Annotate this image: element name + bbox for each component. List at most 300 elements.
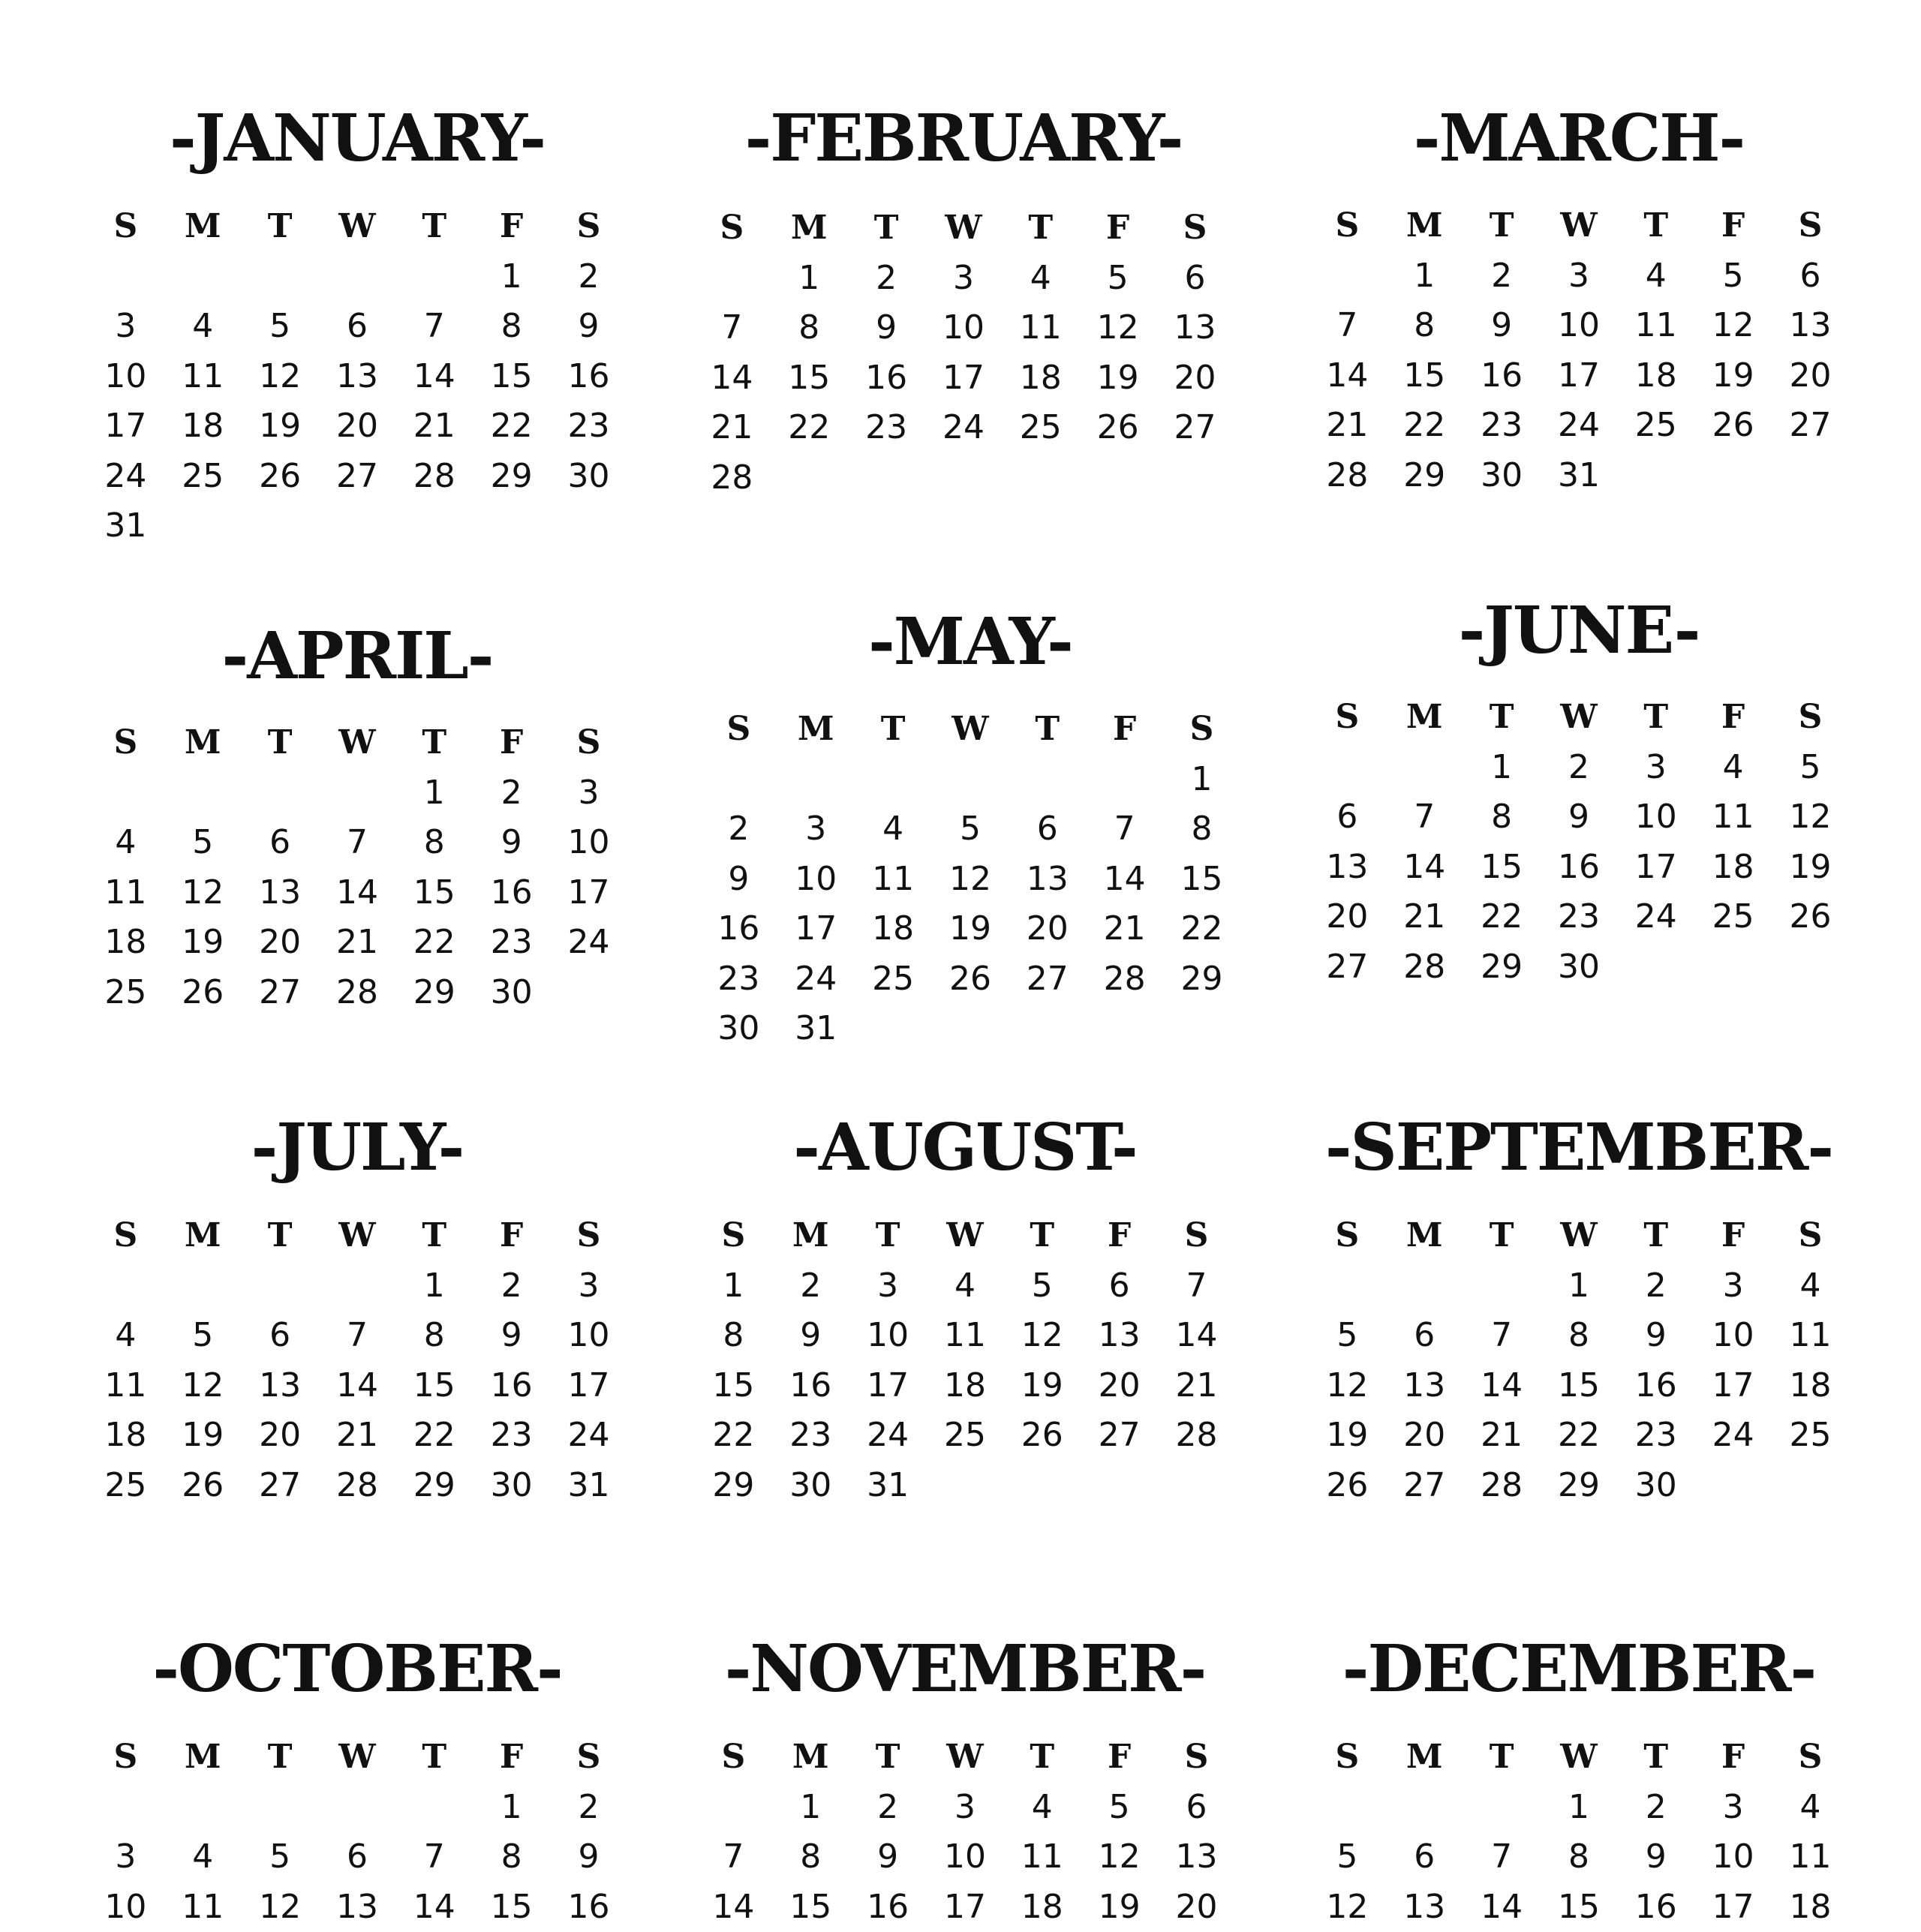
day-cell: 5 <box>1772 743 1849 793</box>
day-cell: 1 <box>1163 755 1240 805</box>
day-cell: 2 <box>1541 743 1618 793</box>
day-cell: 8 <box>1541 1832 1618 1882</box>
day-cell: 29 <box>1163 954 1240 1005</box>
day-cell: 14 <box>395 352 473 402</box>
day-cell: 19 <box>1309 1411 1386 1461</box>
day-cell: 12 <box>1003 1311 1081 1361</box>
empty-cell <box>319 768 396 819</box>
day-cell: 22 <box>395 1411 473 1461</box>
day-cell: 4 <box>1617 251 1694 302</box>
day-cell: 24 <box>550 918 627 968</box>
weekday-header: M <box>772 1211 849 1261</box>
day-cell: 19 <box>1772 843 1849 893</box>
day-cell: 3 <box>1541 251 1618 302</box>
day-cell: 13 <box>242 868 319 918</box>
day-cell: 22 <box>1163 904 1240 954</box>
day-cell: 9 <box>849 1832 927 1882</box>
month-grid <box>693 203 1234 503</box>
weekday-header: T <box>395 1211 473 1261</box>
day-cell: 8 <box>1163 804 1240 855</box>
weekday-header: S <box>550 1732 627 1783</box>
day-cell: 12 <box>242 1882 319 1932</box>
month-title: -JUNE- <box>1309 586 1849 676</box>
weekday-header: S <box>550 1211 627 1261</box>
day-cell: 21 <box>1386 892 1463 942</box>
day-cell: 24 <box>1617 892 1694 942</box>
day-cell: 28 <box>1463 1461 1541 1511</box>
day-cell: 7 <box>319 818 396 868</box>
day-cell: 16 <box>473 868 550 918</box>
day-cell: 16 <box>473 1361 550 1411</box>
day-cell: 30 <box>772 1461 849 1511</box>
day-cell: 16 <box>550 352 627 402</box>
weekday-header: S <box>87 1732 164 1783</box>
month-grid <box>87 1732 627 1932</box>
day-cell: 1 <box>772 1783 849 1833</box>
day-cell: 15 <box>695 1361 772 1411</box>
day-cell: 5 <box>164 818 242 868</box>
empty-cell <box>87 252 164 302</box>
weekday-header: S <box>695 1211 772 1261</box>
empty-cell <box>164 252 242 302</box>
day-cell: 25 <box>927 1411 1004 1461</box>
empty-cell <box>1009 755 1086 805</box>
day-cell: 13 <box>1158 1832 1235 1882</box>
day-cell: 12 <box>242 352 319 402</box>
day-cell: 11 <box>1772 1832 1849 1882</box>
empty-cell <box>242 1783 319 1833</box>
day-cell: 9 <box>473 818 550 868</box>
empty-cell <box>1309 743 1386 793</box>
day-cell: 14 <box>1086 855 1163 905</box>
day-cell: 8 <box>1463 792 1541 843</box>
day-cell: 17 <box>777 904 855 954</box>
day-cell: 11 <box>164 1882 242 1932</box>
weekday-header: F <box>1694 1211 1772 1261</box>
weekday-header: T <box>1463 1211 1541 1261</box>
day-cell: 13 <box>1309 843 1386 893</box>
month-title: -MAY- <box>700 597 1240 687</box>
day-cell: 14 <box>1386 843 1463 893</box>
day-cell: 16 <box>849 1882 927 1932</box>
day-cell: 21 <box>395 401 473 452</box>
day-cell: 13 <box>1386 1361 1463 1411</box>
day-cell: 21 <box>1463 1411 1541 1461</box>
day-cell: 4 <box>1772 1261 1849 1312</box>
day-cell: 10 <box>1541 301 1618 351</box>
day-cell: 7 <box>1463 1311 1541 1361</box>
weekday-header: T <box>1463 1732 1541 1783</box>
day-cell: 22 <box>695 1411 772 1461</box>
day-cell: 14 <box>1158 1311 1235 1361</box>
day-cell: 15 <box>395 1361 473 1411</box>
day-cell: 13 <box>1156 303 1234 353</box>
day-cell: 28 <box>395 452 473 502</box>
weekday-header: W <box>927 1732 1004 1783</box>
month-grid <box>700 705 1240 1054</box>
day-cell: 22 <box>473 401 550 452</box>
weekday-header: T <box>1463 201 1541 251</box>
day-cell: 1 <box>1386 251 1463 302</box>
day-cell: 18 <box>927 1361 1004 1411</box>
day-cell: 14 <box>693 353 771 404</box>
day-cell: 3 <box>927 1783 1004 1833</box>
day-cell: 26 <box>1772 892 1849 942</box>
weekday-header: S <box>1158 1732 1235 1783</box>
weekday-header: S <box>550 202 627 252</box>
day-cell: 24 <box>777 954 855 1005</box>
month-grid <box>87 1211 627 1510</box>
day-cell: 20 <box>1158 1882 1235 1932</box>
empty-cell <box>1386 743 1463 793</box>
day-cell: 1 <box>473 252 550 302</box>
day-cell: 8 <box>695 1311 772 1361</box>
day-cell: 27 <box>242 1461 319 1511</box>
weekday-header: W <box>319 1732 396 1783</box>
day-cell: 23 <box>550 401 627 452</box>
weekday-header: F <box>1086 705 1163 755</box>
weekday-header: T <box>242 1732 319 1783</box>
day-cell: 8 <box>1386 301 1463 351</box>
empty-cell <box>87 1783 164 1833</box>
weekday-header: S <box>1772 201 1849 251</box>
day-cell: 19 <box>1003 1361 1081 1411</box>
weekday-header: T <box>1463 693 1541 743</box>
weekday-header: S <box>550 718 627 768</box>
day-cell: 14 <box>319 1361 396 1411</box>
weekday-header: S <box>1163 705 1240 755</box>
day-cell: 30 <box>550 452 627 502</box>
weekday-header: S <box>87 718 164 768</box>
day-cell: 1 <box>695 1261 772 1312</box>
day-cell: 15 <box>1386 351 1463 401</box>
weekday-header: W <box>927 1211 1004 1261</box>
weekday-header: T <box>855 705 932 755</box>
day-cell: 7 <box>1386 792 1463 843</box>
day-cell: 5 <box>1694 251 1772 302</box>
day-cell: 5 <box>932 804 1009 855</box>
day-cell: 21 <box>693 403 771 453</box>
day-cell: 1 <box>771 254 848 304</box>
day-cell: 20 <box>242 1411 319 1461</box>
empty-cell <box>1463 1783 1541 1833</box>
day-cell: 7 <box>693 303 771 353</box>
weekday-header: T <box>242 718 319 768</box>
weekday-header: T <box>1617 1211 1694 1261</box>
month-title: -JANUARY- <box>87 94 627 184</box>
weekday-header: S <box>1156 203 1234 254</box>
day-cell: 4 <box>87 1311 164 1361</box>
day-cell: 19 <box>164 1411 242 1461</box>
day-cell: 5 <box>1081 1783 1158 1833</box>
day-cell: 10 <box>925 303 1003 353</box>
day-cell: 26 <box>164 968 242 1018</box>
day-cell: 9 <box>550 302 627 352</box>
day-cell: 1 <box>473 1783 550 1833</box>
day-cell: 3 <box>925 254 1003 304</box>
month-grid <box>1309 1732 1849 1932</box>
day-cell: 2 <box>473 768 550 819</box>
month-title: -SEPTEMBER- <box>1309 1103 1849 1193</box>
empty-cell <box>164 768 242 819</box>
weekday-header: T <box>849 1211 927 1261</box>
day-cell: 31 <box>777 1004 855 1054</box>
day-cell: 12 <box>932 855 1009 905</box>
month-title: -DECEMBER- <box>1309 1624 1849 1714</box>
day-cell: 22 <box>771 403 848 453</box>
day-cell: 7 <box>395 1832 473 1882</box>
month-title: -NOVEMBER- <box>695 1624 1235 1714</box>
day-cell: 13 <box>1081 1311 1158 1361</box>
day-cell: 17 <box>1694 1361 1772 1411</box>
weekday-header: F <box>1694 693 1772 743</box>
day-cell: 8 <box>771 303 848 353</box>
day-cell: 16 <box>1541 843 1618 893</box>
day-cell: 3 <box>1694 1261 1772 1312</box>
day-cell: 17 <box>550 1361 627 1411</box>
day-cell: 22 <box>1386 401 1463 451</box>
day-cell: 5 <box>242 1832 319 1882</box>
day-cell: 6 <box>319 1832 396 1882</box>
weekday-header: T <box>1617 1732 1694 1783</box>
empty-cell <box>319 1783 396 1833</box>
weekday-header: T <box>395 1732 473 1783</box>
day-cell: 3 <box>849 1261 927 1312</box>
day-cell: 23 <box>700 954 777 1005</box>
weekday-header: T <box>1003 1732 1081 1783</box>
day-cell: 20 <box>1772 351 1849 401</box>
day-cell: 15 <box>1463 843 1541 893</box>
day-cell: 6 <box>1309 792 1386 843</box>
weekday-header: M <box>777 705 855 755</box>
weekday-header: M <box>1386 693 1463 743</box>
month-title: -AUGUST- <box>695 1103 1235 1193</box>
weekday-header: S <box>1309 1211 1386 1261</box>
weekday-header: T <box>848 203 925 254</box>
day-cell: 4 <box>87 818 164 868</box>
day-cell: 10 <box>777 855 855 905</box>
day-cell: 17 <box>927 1882 1004 1932</box>
day-cell: 9 <box>848 303 925 353</box>
weekday-header: T <box>242 1211 319 1261</box>
day-cell: 13 <box>242 1361 319 1411</box>
empty-cell <box>855 755 932 805</box>
day-cell: 20 <box>242 918 319 968</box>
day-cell: 3 <box>1617 743 1694 793</box>
weekday-header: F <box>473 1732 550 1783</box>
day-cell: 25 <box>1694 892 1772 942</box>
day-cell: 7 <box>395 302 473 352</box>
day-cell: 18 <box>1617 351 1694 401</box>
weekday-header: F <box>1694 1732 1772 1783</box>
day-cell: 26 <box>1079 403 1156 453</box>
month-grid <box>695 1211 1235 1510</box>
day-cell: 4 <box>1772 1783 1849 1833</box>
empty-cell <box>700 755 777 805</box>
day-cell: 20 <box>319 401 396 452</box>
day-cell: 12 <box>1309 1361 1386 1411</box>
day-cell: 2 <box>1463 251 1541 302</box>
weekday-header: M <box>1386 201 1463 251</box>
day-cell: 12 <box>164 868 242 918</box>
empty-cell <box>693 254 771 304</box>
day-cell: 14 <box>695 1882 772 1932</box>
month-title: -MARCH- <box>1309 94 1849 184</box>
weekday-header: W <box>1541 1732 1618 1783</box>
month-title: -APRIL- <box>87 611 627 702</box>
day-cell: 17 <box>849 1361 927 1411</box>
day-cell: 6 <box>319 302 396 352</box>
day-cell: 2 <box>473 1261 550 1312</box>
day-cell: 19 <box>1079 353 1156 404</box>
day-cell: 19 <box>1694 351 1772 401</box>
day-cell: 10 <box>927 1832 1004 1882</box>
day-cell: 20 <box>1081 1361 1158 1411</box>
day-cell: 8 <box>1541 1311 1618 1361</box>
day-cell: 2 <box>848 254 925 304</box>
day-cell: 18 <box>1772 1361 1849 1411</box>
weekday-header: M <box>1386 1732 1463 1783</box>
day-cell: 21 <box>1309 401 1386 451</box>
day-cell: 7 <box>695 1832 772 1882</box>
day-cell: 11 <box>855 855 932 905</box>
day-cell: 26 <box>164 1461 242 1511</box>
weekday-header: S <box>1309 693 1386 743</box>
day-cell: 1 <box>395 768 473 819</box>
weekday-header: W <box>1541 1211 1618 1261</box>
day-cell: 20 <box>1009 904 1086 954</box>
day-cell: 9 <box>1617 1832 1694 1882</box>
weekday-header: W <box>925 203 1003 254</box>
day-cell: 6 <box>1386 1832 1463 1882</box>
empty-cell <box>695 1783 772 1833</box>
day-cell: 5 <box>1309 1311 1386 1361</box>
weekday-header: F <box>1081 1211 1158 1261</box>
day-cell: 22 <box>1463 892 1541 942</box>
day-cell: 10 <box>550 818 627 868</box>
day-cell: 7 <box>319 1311 396 1361</box>
day-cell: 11 <box>164 352 242 402</box>
day-cell: 15 <box>1541 1882 1618 1932</box>
day-cell: 25 <box>87 1461 164 1511</box>
day-cell: 27 <box>1772 401 1849 451</box>
day-cell: 31 <box>87 501 164 551</box>
day-cell: 15 <box>473 1882 550 1932</box>
day-cell: 12 <box>1079 303 1156 353</box>
day-cell: 12 <box>1081 1832 1158 1882</box>
weekday-header: F <box>1079 203 1156 254</box>
day-cell: 9 <box>1617 1311 1694 1361</box>
day-cell: 10 <box>87 1882 164 1932</box>
day-cell: 11 <box>1772 1311 1849 1361</box>
day-cell: 2 <box>1617 1783 1694 1833</box>
day-cell: 24 <box>1541 401 1618 451</box>
day-cell: 8 <box>395 1311 473 1361</box>
day-cell: 17 <box>550 868 627 918</box>
day-cell: 3 <box>1694 1783 1772 1833</box>
weekday-header: F <box>1081 1732 1158 1783</box>
day-cell: 26 <box>1694 401 1772 451</box>
day-cell: 28 <box>319 968 396 1018</box>
day-cell: 13 <box>319 352 396 402</box>
weekday-header: W <box>1541 693 1618 743</box>
weekday-header: S <box>1772 693 1849 743</box>
day-cell: 20 <box>1386 1411 1463 1461</box>
day-cell: 11 <box>927 1311 1004 1361</box>
day-cell: 23 <box>473 1411 550 1461</box>
day-cell: 5 <box>242 302 319 352</box>
day-cell: 30 <box>1463 451 1541 501</box>
day-cell: 6 <box>242 818 319 868</box>
weekday-header: S <box>1309 201 1386 251</box>
day-cell: 1 <box>1541 1783 1618 1833</box>
day-cell: 24 <box>1694 1411 1772 1461</box>
day-cell: 11 <box>1003 1832 1081 1882</box>
day-cell: 11 <box>1694 792 1772 843</box>
month-title: -OCTOBER- <box>87 1624 627 1714</box>
day-cell: 2 <box>550 252 627 302</box>
day-cell: 24 <box>87 452 164 502</box>
day-cell: 6 <box>242 1311 319 1361</box>
day-cell: 2 <box>1617 1261 1694 1312</box>
day-cell: 13 <box>319 1882 396 1932</box>
weekday-header: T <box>1009 705 1086 755</box>
day-cell: 28 <box>1158 1411 1235 1461</box>
day-cell: 28 <box>1309 451 1386 501</box>
day-cell: 6 <box>1156 254 1234 304</box>
day-cell: 9 <box>473 1311 550 1361</box>
day-cell: 31 <box>1541 451 1618 501</box>
day-cell: 5 <box>1003 1261 1081 1312</box>
day-cell: 23 <box>1617 1411 1694 1461</box>
day-cell: 12 <box>1772 792 1849 843</box>
empty-cell <box>395 252 473 302</box>
weekday-header: W <box>319 1211 396 1261</box>
day-cell: 19 <box>242 401 319 452</box>
empty-cell <box>777 755 855 805</box>
day-cell: 16 <box>1463 351 1541 401</box>
empty-cell <box>87 768 164 819</box>
day-cell: 19 <box>1081 1882 1158 1932</box>
day-cell: 14 <box>1463 1882 1541 1932</box>
empty-cell <box>1309 251 1386 302</box>
day-cell: 28 <box>693 453 771 503</box>
month-title: -JULY- <box>87 1103 627 1193</box>
day-cell: 29 <box>395 968 473 1018</box>
empty-cell <box>319 1261 396 1312</box>
day-cell: 28 <box>1086 954 1163 1005</box>
weekday-header: S <box>87 1211 164 1261</box>
day-cell: 19 <box>164 918 242 968</box>
day-cell: 17 <box>925 353 1003 404</box>
weekday-header: T <box>1002 203 1079 254</box>
day-cell: 4 <box>1003 1783 1081 1833</box>
day-cell: 12 <box>164 1361 242 1411</box>
day-cell: 14 <box>319 868 396 918</box>
day-cell: 24 <box>550 1411 627 1461</box>
day-cell: 30 <box>473 1461 550 1511</box>
day-cell: 2 <box>772 1261 849 1312</box>
day-cell: 16 <box>848 353 925 404</box>
day-cell: 3 <box>87 302 164 352</box>
weekday-header: S <box>1158 1211 1235 1261</box>
day-cell: 12 <box>1309 1882 1386 1932</box>
day-cell: 14 <box>395 1882 473 1932</box>
day-cell: 4 <box>164 1832 242 1882</box>
day-cell: 15 <box>1541 1361 1618 1411</box>
day-cell: 31 <box>550 1461 627 1511</box>
empty-cell <box>1386 1783 1463 1833</box>
